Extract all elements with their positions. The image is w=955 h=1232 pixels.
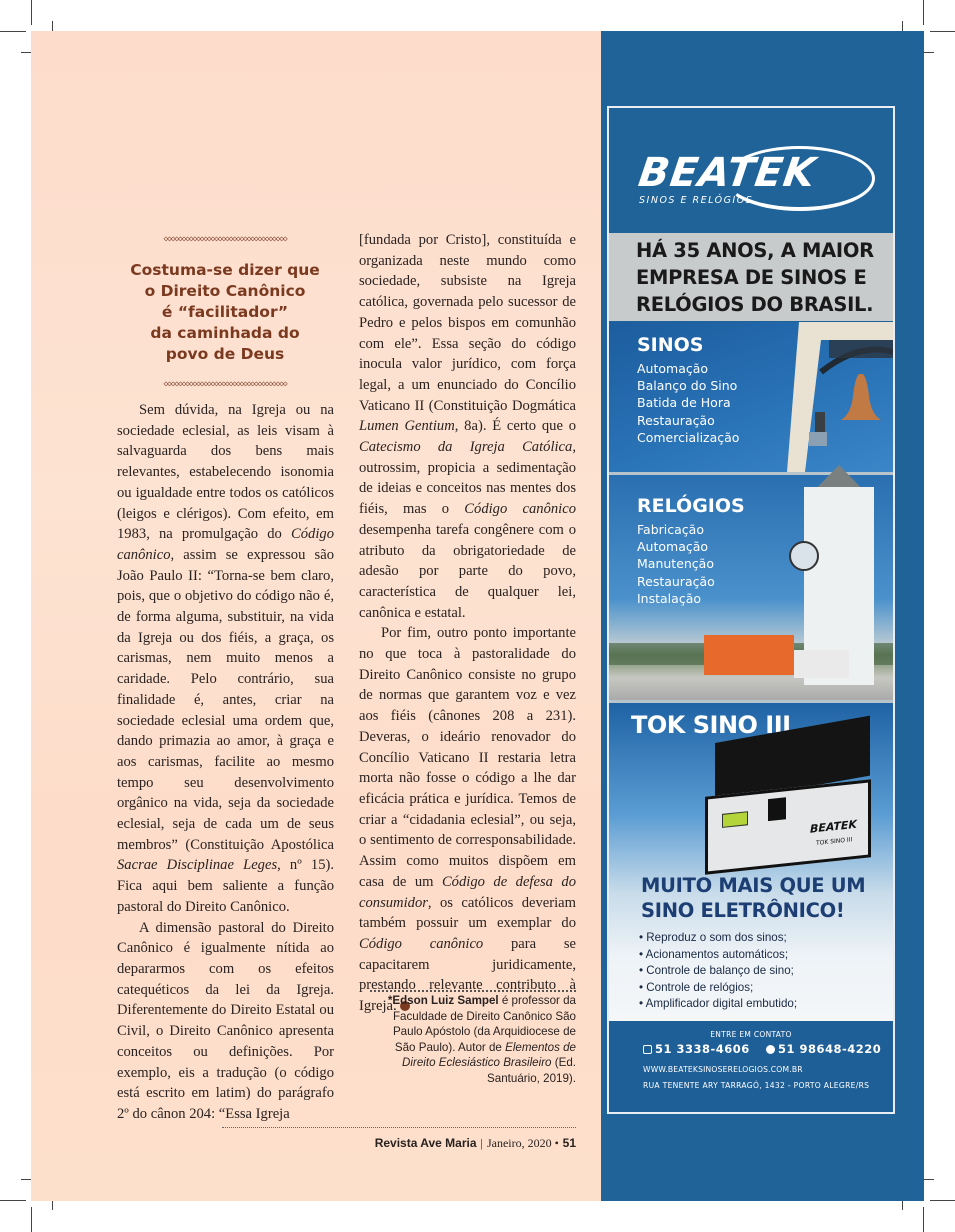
device-model: TOK SINO III [816, 836, 853, 848]
product-slogan [641, 873, 865, 923]
truck-cab [794, 650, 849, 678]
paragraph [117, 400, 334, 918]
relogios-section [609, 475, 893, 703]
feature-item: • Controle de relógios; [639, 980, 754, 994]
author-name: *Edson Luiz Sampel [387, 994, 499, 1007]
phone-icon [643, 1045, 652, 1054]
text: , outrossim, propicia a sedimentação de ideias e conceitos nas mentes dos fiéis, mas o [359, 439, 576, 518]
whatsapp-number[interactable] [766, 1042, 881, 1056]
website-link[interactable]: WWW.BEATEKSINOSERELOGIOS.COM.BR [643, 1065, 803, 1074]
service-item: Balanço do Sino [637, 378, 738, 394]
crop-mark [923, 1207, 924, 1232]
brand-subtitle: SINOS E RELÓGIOS [639, 195, 754, 206]
sinos-title: SINOS [637, 334, 704, 356]
clock-face-icon [789, 541, 819, 571]
pull-quote-line: é “facilitador” [161, 303, 289, 321]
contact-heading: ENTRE EM CONTATO [710, 1030, 792, 1039]
sinos-section [609, 322, 893, 475]
product-title: TOK SINO III [631, 711, 791, 739]
device-brand: BEATEK [810, 817, 857, 836]
article-column-1 [117, 400, 334, 1125]
phone-text: 51 3338-4606 [655, 1042, 750, 1056]
service-item: Instalação [637, 590, 701, 606]
article-column-2 [359, 230, 576, 1017]
crop-mark [31, 0, 32, 25]
text: para se capacitarem juridicamente, prestando relevante contributo à Igreja. [359, 935, 576, 1015]
crop-mark [0, 1200, 26, 1201]
page-footer [222, 1136, 576, 1151]
brand-name: BEATEK [635, 150, 819, 196]
pull-quote-line: da caminhada do [150, 324, 300, 342]
pull-quote-text [116, 260, 334, 365]
crop-mark [31, 1207, 32, 1232]
text: , os católicos deveriam também possuir um exemplar do [359, 894, 576, 932]
service-item: Restauração [637, 412, 715, 428]
crop-mark [930, 31, 955, 32]
text: , nº 15). Fica aqui bem saliente a função pastoral do Direito Canônico. [117, 857, 334, 915]
italic-title: Código canônico [464, 501, 577, 518]
tagline-line: HÁ 35 ANOS, A MAIOR [636, 239, 874, 262]
product-features [639, 930, 797, 1013]
text: [fundada por Cristo], constituída e organizada neste mundo como sociedade, subsiste na Igreja católica, governada pelo sucessor de Pedro e pelos bispos em comunhão com ele”. Essa seção do código inocula valor jurídico, com força legal, a um enunciado do Concílio Vaticano II (Constituição Dogmática [359, 232, 576, 414]
crop-mark [0, 31, 26, 32]
pull-quote-line: Costuma-se dizer que [130, 261, 320, 279]
italic-title: Código canônico [359, 935, 484, 952]
text: , 8a). É certo que o [454, 418, 576, 435]
feature-item: • Controle de balanço de sino; [639, 964, 794, 978]
feature-item: • Reproduz o som dos sinos; [639, 931, 787, 944]
service-item: Fabricação [637, 522, 704, 537]
bell-photo [759, 322, 893, 472]
issue-date: Janeiro, 2020 • [486, 1136, 559, 1150]
text: Por fim, outro ponto importante no que toca à pastoralidade do Direito Canônico consiste no grupo de normas que garantem voz e vez aos fiéis (cânones 208 a 231). Deveras, o ideário renovador do Concílio Vaticano II restaria letra morta não fosse o código a lhe dar eficácia prática e jurídica. Temos de criar a “cidadania eclesial”, ou seja, o sentimento de corresponsabilidade. Assim como muitos dispõem em casa de um [359, 625, 576, 890]
magazine-name: Revista Ave Maria [374, 1136, 477, 1150]
contact-section [609, 1021, 893, 1112]
italic-title: Código de defesa do consumidor [359, 873, 576, 911]
service-item: Automação [637, 361, 709, 376]
italic-title: Sacrae Disciplinae Leges [117, 857, 278, 874]
phone-number[interactable] [643, 1042, 750, 1056]
brand-logo [609, 108, 893, 233]
device-front-panel [705, 779, 871, 874]
slogan-line: SINO ELETRÔNICO! [641, 899, 845, 922]
product-device-image [705, 743, 875, 868]
pull-quote [116, 233, 334, 390]
truck-photo [704, 635, 794, 675]
product-section [609, 703, 893, 1021]
feature-item: • Acionamentos automáticos; [639, 947, 789, 961]
paragraph [359, 230, 576, 623]
beatek-advertisement[interactable] [607, 106, 895, 1114]
text: Sem dúvida, na Igreja ou na sociedade eclesial, as leis visam à salvaguarda dos bens mais relevantes, estabelecendo isonomia ou igualdade entre todos os católicos (leigos e clérigos). Com efeito, em 1983, na promulgação do [117, 402, 334, 543]
ad-tagline [609, 233, 893, 321]
usb-port-icon [768, 797, 786, 821]
sinos-services [637, 360, 739, 446]
whatsapp-text: 51 98648-4220 [778, 1042, 882, 1056]
page-number: 51 [562, 1136, 576, 1150]
address: RUA TENENTE ARY TARRAGÓ, 1432 - PORTO ALEGRE/RS [643, 1081, 870, 1090]
pull-quote-line: povo de Deus [165, 345, 285, 363]
author-bio [370, 990, 576, 1086]
ornament-divider-bottom: ◇◇◇◇◇◇◇◇◇◇◇◇◇◇◇◇◇◇◇◇◇◇◇◇◇◇◇◇◇◇◇◇◇◇ [163, 379, 287, 388]
book-title: Elementos de Direito Eclesiástico Brasileiro [402, 1040, 576, 1069]
text: desempenha tarefa congênere com o atributo da obrigatoriedade de adesão por parte do povo, característica de qualquer lei, canônica e estatal. [359, 521, 576, 621]
lcd-display-icon [722, 811, 748, 828]
text: , assim se expressou são João Paulo II: “Torna-se bem claro, pois, que o objetivo do código não é, de forma alguma, substituir, na vida da Igreja ou dos fiéis, a graça, os carismas, nem muito menos a caridade. Pelo contrário, sua finalidade é, antes, criar na sociedade eclesial uma ordem que, dando primazia ao amor, à graça e aos carismas, facilite ao mesmo tempo seu desenvolvimento orgânico na vida, seja da sociedade eclesial, seja de cada um de seus membros” (Constituição Apostólica [117, 546, 334, 853]
italic-title: Lumen Gentium [359, 418, 455, 435]
service-item: Restauração [637, 573, 715, 589]
crop-mark [930, 1200, 955, 1201]
separator: | [480, 1136, 483, 1150]
paragraph [359, 623, 576, 1016]
whatsapp-icon [766, 1045, 775, 1054]
relogios-services [637, 521, 715, 607]
relogios-title: RELÓGIOS [637, 495, 745, 517]
service-item: Manutenção [637, 556, 714, 572]
pull-quote-line: o Direito Canônico [144, 282, 306, 300]
tagline-line: RELÓGIOS DO BRASIL. [636, 293, 874, 316]
service-item: Comercialização [637, 429, 740, 445]
slogan-line: MUITO MAIS QUE UM [641, 874, 866, 897]
paragraph: A dimensão pastoral do Direito Canônico é igualmente nítida ao depararmos com os efeitos catequéticos da lei da Igreja. Diferentemente do Direito Estatal ou Civil, o Direito Canônico apresenta conceitos ou definições. Por exemplo, eis a tradução (o código está escrito em latim) do parágrafo 2º do cânon 204: “Essa Igreja [117, 919, 334, 1122]
footer-divider [222, 1127, 576, 1128]
italic-title: Catecismo da Igreja Católica [359, 439, 573, 456]
tagline-line: EMPRESA DE SINOS E [636, 266, 867, 289]
text: é professor da Faculdade de Direito Canônico São Paulo Apóstolo (da Arquidiocese de São Paulo). Autor de [392, 994, 576, 1054]
ornament-divider-top: ◇◇◇◇◇◇◇◇◇◇◇◇◇◇◇◇◇◇◇◇◇◇◇◇◇◇◇◇◇◇◇◇◇◇ [163, 234, 287, 243]
crop-mark [923, 0, 924, 25]
feature-item: • Amplificador digital embutido; [639, 997, 798, 1011]
service-item: Batida de Hora [637, 395, 731, 411]
service-item: Automação [637, 539, 709, 555]
italic-title: Código canônico [117, 526, 334, 563]
text: (Ed. Santuário, 2019). [487, 1056, 576, 1085]
